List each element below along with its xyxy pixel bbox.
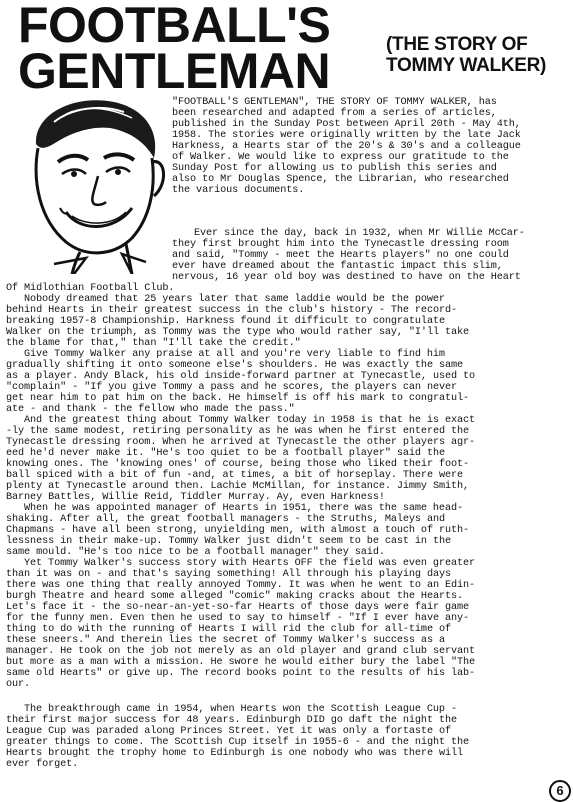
body-line: same old Hearts" or give up. The record books point to the results of his lab- <box>6 668 476 679</box>
body-line: League Cup was paraded along Princes Street. Yet it was only a fortaste of <box>6 726 451 737</box>
body-line: manager. He took on the job not merely as an old player and grand club servant <box>6 646 476 657</box>
body-line: ate - and thank - the fellow who made the pass." <box>6 404 295 415</box>
body-line: The breakthrough came in 1954, when Hearts won the Scottish League Cup - <box>24 704 457 715</box>
body-line: burgh Theatre and heard some alleged "comic" making cracks about the Hearts. <box>6 591 464 602</box>
body-line: been researched and adapted from a series of articles, <box>172 108 497 119</box>
body-line: published in the Sunday Post between April 20th - May 4th, <box>172 119 521 130</box>
page-number: 6 <box>549 780 571 802</box>
body-line: Walker on the triumph, as Tommy was the type who would rather say, "I'll take <box>6 327 470 338</box>
body-line: there was one thing that really annoyed Tommy. It was when he went to an Edin- <box>6 580 476 591</box>
body-line: behind Hearts in their greatest success in the club's history - The record- <box>6 305 458 316</box>
body-line: the various documents. <box>172 185 305 196</box>
body-line: Sunday Post for allowing us to publish this series and <box>172 163 497 174</box>
body-line: these sneers." And therein lies the secret of Tommy Walker's success as a <box>6 635 445 646</box>
body-line: same mould. "He's too nice to be a football manager" they said. <box>6 547 385 558</box>
body-line: Harkness, a Hearts star of the 20's & 30's and a colleague <box>172 141 521 152</box>
body-line: Tynecastle dressing room. When he arrived at Tynecastle the other players agr- <box>6 437 476 448</box>
body-line: lessness in their make-up. Tommy Walker just didn't seem to be cast in the <box>6 536 451 547</box>
body-line: ever forget. <box>6 759 79 770</box>
body-line: Of Midlothian Football Club. <box>6 283 175 294</box>
body-line: breaking 1957-8 Championship. Harkness found it difficult to congratulate <box>6 316 445 327</box>
body-line: get near him to pat him on the back. He himself is off his mark to congratul- <box>6 393 470 404</box>
subtitle-line-1: (THE STORY OF <box>386 34 528 55</box>
body-line: ever have dreamed about the fantastic impact this slim, <box>172 261 503 272</box>
body-line: Give Tommy Walker any praise at all and you're very liable to find him <box>24 349 445 360</box>
body-line: they first brought him into the Tynecastle dressing room <box>172 239 509 250</box>
body-line: gradually shifting it onto someone else's shoulders. He was exactly the same <box>6 360 464 371</box>
body-line: and said, "Tommy - meet the Hearts players" no one could <box>172 250 509 261</box>
body-line: ball spiced with a bit of fun -and, at times, a bit of horseplay. There were <box>6 470 464 481</box>
body-line: -ly the same modest, retiring personality as he was when he first entered the <box>6 426 470 437</box>
body-line: Chapmans - have all been strong, unyielding men, with almost a touch of ruth- <box>6 525 470 536</box>
body-line: also to Mr Douglas Spence, the Librarian, who researched <box>172 174 509 185</box>
body-line: Hearts brought the trophy home to Edinburgh is one nobody who was there will <box>6 748 464 759</box>
body-line: as a player. Andy Black, his old inside-forward partner at Tynecastle, used to <box>6 371 476 382</box>
body-line: their first major success for 48 years. Edinburgh DID go daft the night the <box>6 715 458 726</box>
body-line: eed he'd never make it. "He's too quiet to be a football player" said the <box>6 448 445 459</box>
body-line: Let's face it - the so-near-an-yet-so-far Hearts of those days were fair game <box>6 602 470 613</box>
body-line: the blame for that," than "I'll take the credit." <box>6 338 301 349</box>
title-line-2: GENTLEMAN <box>18 43 331 99</box>
body-line: thing to do with the running of Hearts I will rid the club for all-time of <box>6 624 451 635</box>
body-line: Ever since the day, back in 1932, when Mr Willie McCar- <box>194 228 525 239</box>
body-line: Yet Tommy Walker's success story with Hearts OFF the field was even greater <box>24 558 476 569</box>
body-line: When he was appointed manager of Hearts in 1951, there was the same head- <box>24 503 463 514</box>
body-line: Barney Battles, Willie Reid, Tiddler Murray. Ay, even Harkness! <box>6 492 385 503</box>
title-line-1: FOOTBALL'S <box>18 0 331 53</box>
body-line: plenty at Tynecastle around then. Lachie McMillan, for instance. Jimmy Smith, <box>6 481 470 492</box>
body-line: of Walker. We would like to express our gratitude to the <box>172 152 509 163</box>
body-line: for the funny men. Even then he used to say to himself - "If I ever have any- <box>6 613 470 624</box>
portrait-sketch <box>14 92 166 274</box>
article-subtitle <box>386 34 572 76</box>
body-line: our. <box>6 679 31 690</box>
body-line: but more as a man with a mission. He swore he would either bury the label "The <box>6 657 476 668</box>
body-line: And the greatest thing about Tommy Walker today in 1958 is that he is exact <box>24 415 476 426</box>
body-line: 1958. The stories were originally written by the late Jack <box>172 130 521 141</box>
body-line: knowing ones. The 'knowing ones' of course, being those who liked their foot- <box>6 459 470 470</box>
body-line: nervous, 16 year old boy was destined to have on the Heart <box>172 272 521 283</box>
body-line: greater things to come. The Scottish Cup itself in 1955-6 - and the night the <box>6 737 470 748</box>
body-line: than it was on - and that's saying something! All through his playing days <box>6 569 451 580</box>
article-title <box>18 0 378 99</box>
body-line: shaking. After all, the great football managers - the Struths, Maleys and <box>6 514 445 525</box>
subtitle-line-2: TOMMY WALKER) <box>386 55 547 76</box>
body-line: "FOOTBALL'S GENTLEMAN", THE STORY OF TOMMY WALKER, has <box>172 97 497 108</box>
body-line: "complain" - "If you give Tommy a pass and he scores, the players can never <box>6 382 458 393</box>
body-line: Nobody dreamed that 25 years later that same laddie would be the power <box>24 294 445 305</box>
